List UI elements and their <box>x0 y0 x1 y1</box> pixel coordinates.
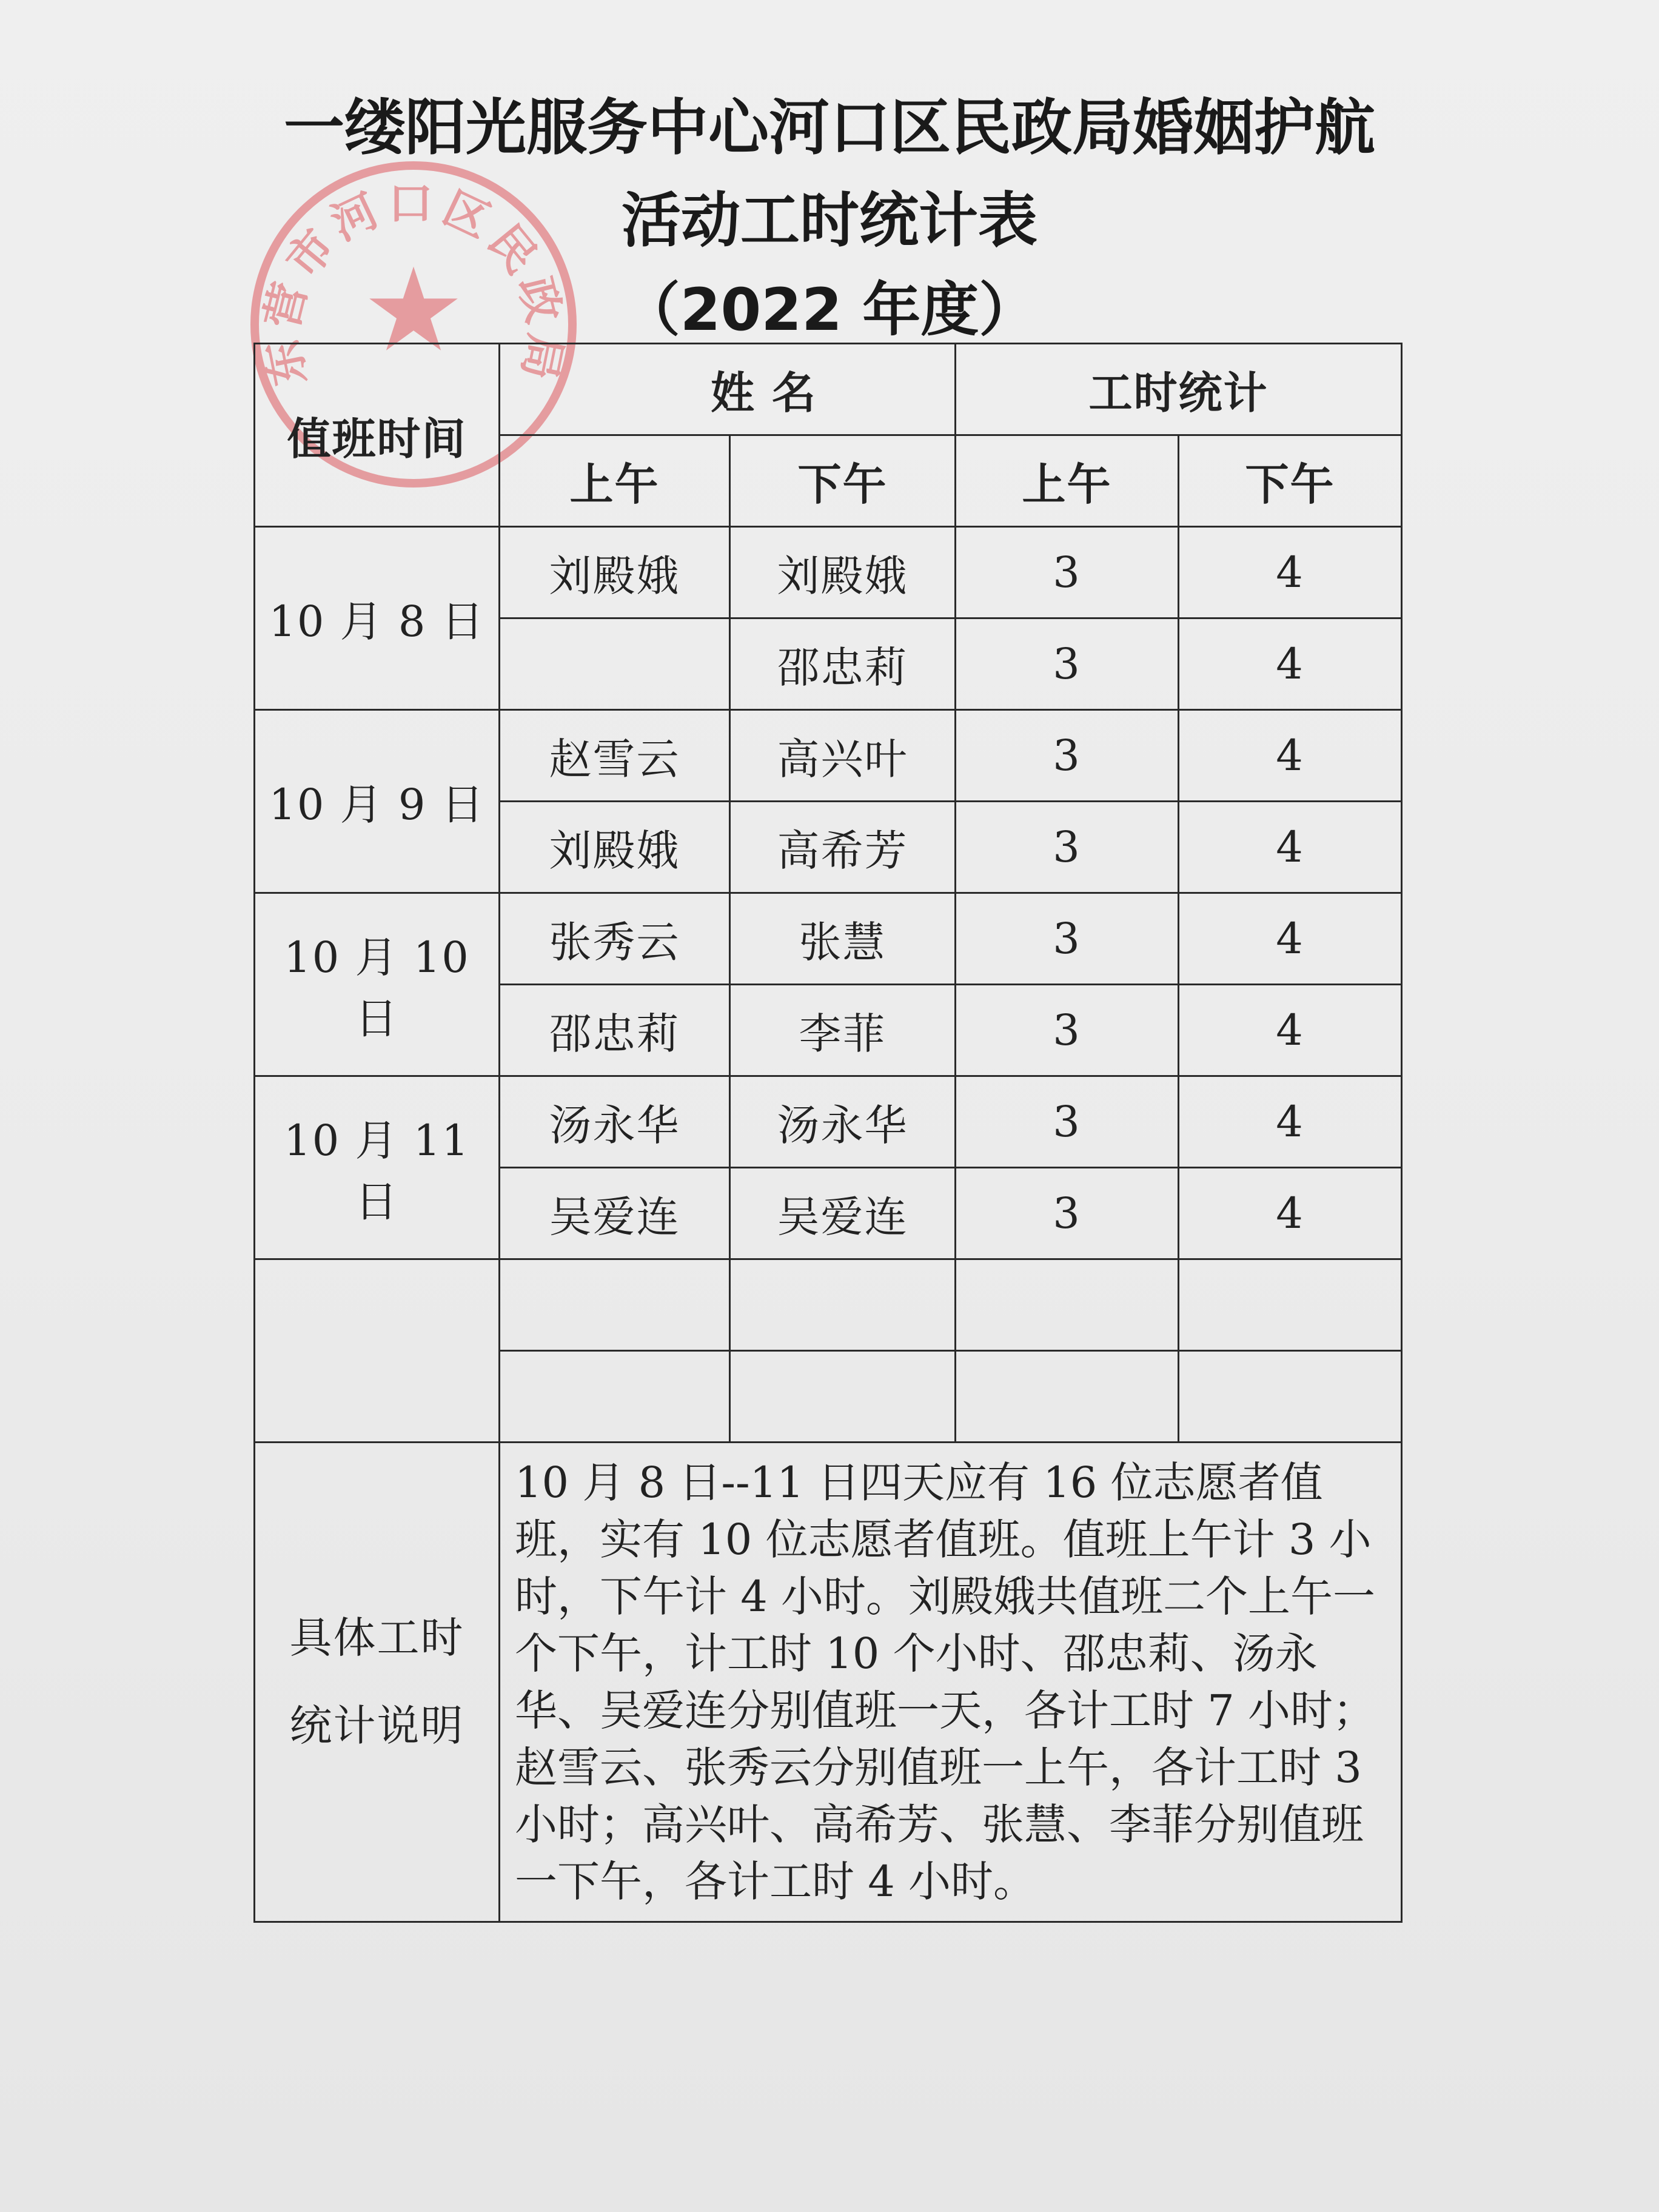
am-hours-cell: 3 <box>956 802 1179 893</box>
empty-cell <box>1179 1351 1402 1443</box>
header-pm-hours: 下午 <box>1179 435 1402 527</box>
empty-cell <box>730 1259 956 1351</box>
header-am-hours: 上午 <box>956 435 1179 527</box>
am-hours-cell: 3 <box>956 985 1179 1076</box>
date-cell: 10 月 10 日 <box>255 893 500 1076</box>
empty-cell <box>255 1259 500 1443</box>
note-label <box>255 1443 500 1922</box>
pm-name-cell: 汤永华 <box>730 1076 956 1168</box>
header-hours: 工时统计 <box>956 344 1402 435</box>
empty-row <box>255 1259 1402 1351</box>
table-row <box>255 527 1402 618</box>
note-text: 10 月 8 日--11 日四天应有 16 位志愿者值班，实有 10 位志愿者值班。值班上午计 3 小时，下午计 4 小时。刘殿娥共值班二个上午一个下午，计工时 10 个小时、邵忠莉、汤永华、吴爱连分别值班一天，各计工时 7 小时；赵雪云、张秀云分别值班一上午，各计工时 3 小时；高兴叶、高希芳、张慧、李菲分别值班一下午，各计工时 4 小时。 <box>500 1443 1402 1922</box>
pm-name-cell: 吴爱连 <box>730 1168 956 1259</box>
date-cell: 10 月 9 日 <box>255 710 500 893</box>
title-line-1: 一缕阳光服务中心河口区民政局婚姻护航 <box>284 92 1375 163</box>
date-cell: 10 月 11 日 <box>255 1076 500 1259</box>
header-pm-name: 下午 <box>730 435 956 527</box>
pm-hours-cell: 4 <box>1179 1168 1402 1259</box>
empty-cell <box>730 1351 956 1443</box>
am-hours-cell: 3 <box>956 1168 1179 1259</box>
am-name-cell: 汤永华 <box>500 1076 730 1168</box>
pm-hours-cell: 4 <box>1179 710 1402 802</box>
am-hours-cell: 3 <box>956 1076 1179 1168</box>
pm-name-cell: 邵忠莉 <box>730 618 956 710</box>
header-row-1 <box>255 344 1402 435</box>
am-name-cell: 刘殿娥 <box>500 527 730 618</box>
empty-cell <box>500 1351 730 1443</box>
date-cell: 10 月 8 日 <box>255 527 500 710</box>
pm-hours-cell: 4 <box>1179 618 1402 710</box>
note-row <box>255 1443 1402 1922</box>
am-name-cell: 赵雪云 <box>500 710 730 802</box>
empty-cell <box>500 1259 730 1351</box>
pm-hours-cell: 4 <box>1179 527 1402 618</box>
header-names: 姓 名 <box>500 344 956 435</box>
note-label-line-1: 具体工时 <box>289 1613 464 1663</box>
pm-name-cell: 张慧 <box>730 893 956 985</box>
pm-name-cell: 刘殿娥 <box>730 527 956 618</box>
title-line-2: 活动工时统计表 <box>621 186 1037 255</box>
am-name-cell: 邵忠莉 <box>500 985 730 1076</box>
am-name-cell: 张秀云 <box>500 893 730 985</box>
pm-hours-cell: 4 <box>1179 802 1402 893</box>
table-row <box>255 710 1402 802</box>
table-row <box>255 1076 1402 1168</box>
am-name-cell: 刘殿娥 <box>500 802 730 893</box>
note-label-line-2: 统计说明 <box>289 1701 464 1751</box>
hours-table <box>253 343 1403 1923</box>
am-hours-cell: 3 <box>956 527 1179 618</box>
header-duty-time: 值班时间 <box>255 344 500 527</box>
empty-cell <box>956 1351 1179 1443</box>
pm-hours-cell: 4 <box>1179 893 1402 985</box>
table-row <box>255 893 1402 985</box>
am-name-cell: 吴爱连 <box>500 1168 730 1259</box>
header-am-name: 上午 <box>500 435 730 527</box>
pm-hours-cell: 4 <box>1179 1076 1402 1168</box>
am-hours-cell: 3 <box>956 710 1179 802</box>
pm-name-cell: 高兴叶 <box>730 710 956 802</box>
pm-hours-cell: 4 <box>1179 985 1402 1076</box>
seal-text: 东营市河口区民政局 <box>255 178 572 390</box>
empty-cell <box>956 1259 1179 1351</box>
am-name-cell <box>500 618 730 710</box>
pm-name-cell: 高希芳 <box>730 802 956 893</box>
seal-star-icon: ★ <box>361 243 466 377</box>
am-hours-cell: 3 <box>956 893 1179 985</box>
empty-cell <box>1179 1259 1402 1351</box>
title-line-3: （2022 年度） <box>622 276 1037 344</box>
am-hours-cell: 3 <box>956 618 1179 710</box>
pm-name-cell: 李菲 <box>730 985 956 1076</box>
